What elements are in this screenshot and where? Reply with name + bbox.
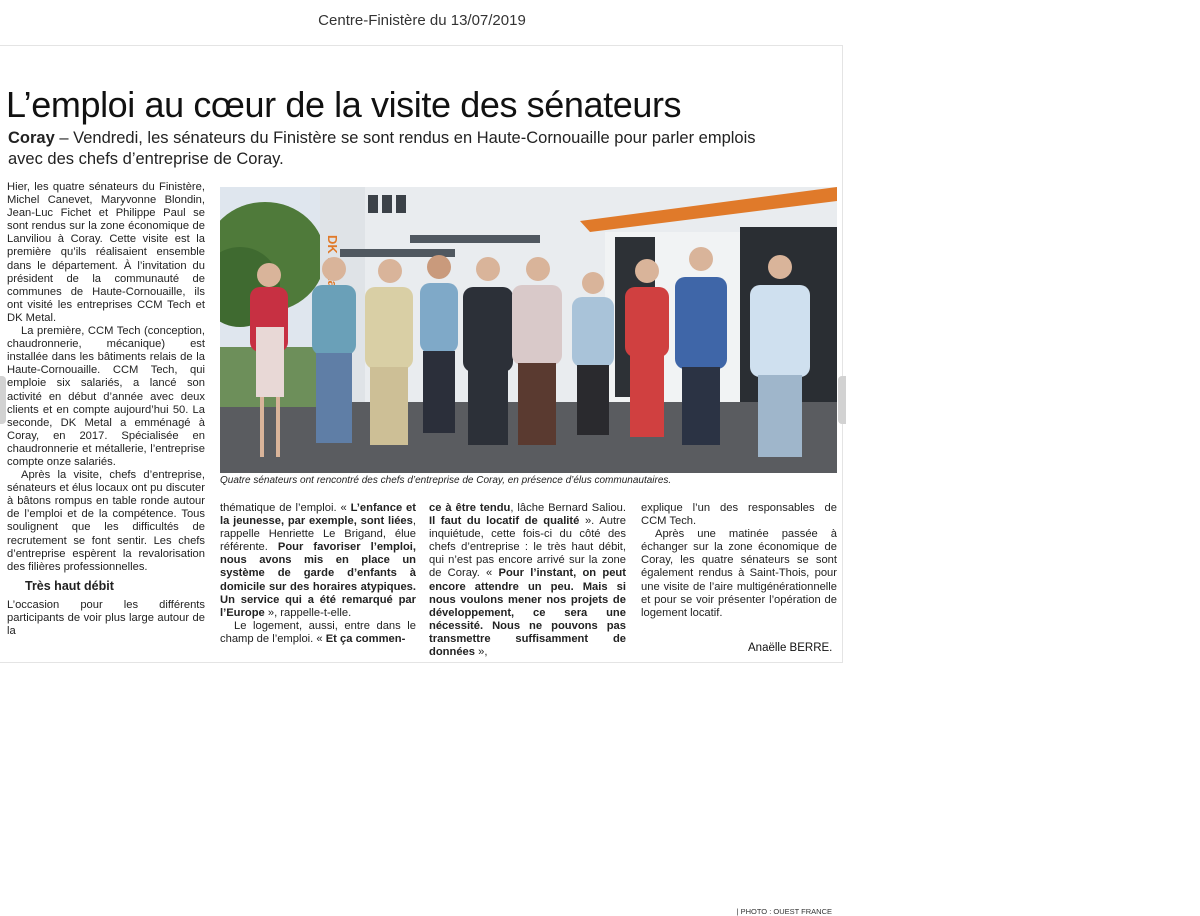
quote-run: Pour favoriser l’emploi, nous avons mis en place un système de garde d’enfants à domicile sur des horaires atypiques. Un service qui a été remarqué par l’Europe [220,541,417,619]
text-run: , lâche Bernard Saliou. [510,502,626,514]
paragraph-saint-thois: Après une matinée passée à échanger sur la zone économique de Coray, les quatre sénateurs se sont également rendus à Saint-Thois, pour une visite de l’aire multigénérationnelle et pour se voir présenter l’opération de logement locatif. [641,528,837,619]
source-line: Centre-Finistère du 13/07/2019 [318,12,526,29]
column-2 [220,502,416,646]
quote-run: L’enfance et la jeunesse, par exemple, sont liées [220,502,416,528]
column-4 [641,502,837,620]
text-run: », [475,646,488,659]
quote-run: Pour l’instant, on peut encore attendre un peu. Mais si nous voulons mener nos projets de développement, ce sera une nécessité. Nous ne pouvons pas transmettre suffisamment de données [429,567,626,659]
lede-place: Coray [8,129,55,147]
text-run: Le logement, aussi, entre dans le champ de l’emploi. « [220,619,416,645]
paragraph-occasion: L’occasion pour les différents participants de voir plus large autour de la [7,598,205,638]
article-headline: L’emploi au cœur de la visite des sénateurs [6,84,682,125]
photo-credit: | PHOTO : OUEST FRANCE [736,907,832,916]
quote-run: Et ça commen- [325,632,406,645]
column-1 [7,181,205,638]
quote-run: Il faut du locatif de qualité [429,515,580,528]
text-run: thématique de l’emploi. « [220,502,351,514]
paragraph-logement [220,620,416,646]
quote-run: ce à être tendu [429,502,511,514]
newspaper-clipping [0,46,842,916]
text-run: », rappelle-t-elle. [264,606,352,619]
article-lede [8,128,768,170]
photo-caption: Quatre sénateurs ont rencontré des chefs d’entreprise de Coray, en présence d’élus communautaires. [220,475,672,486]
article-photo [220,187,837,473]
lede-text: – Vendredi, les sénateurs du Finistère se sont rendus en Haute-Cornouaille pour parler emplois avec des chefs d’entreprise de Coray. [8,129,756,168]
paragraph-ccm-tech: La première, CCM Tech (conception, chaudronnerie, mécanique) est installée dans les bâtiments relais de la Haute-Cornouaille. CCM Tech, qui emploie six salariés, a lancé son activité en début d’année avec deux clients et en compte aujourd’hui 50. La seconde, DK Metal a emménagé à Coray, en 2017. Spécialisée en chaudronnerie et métallerie, l’entreprise compte onze salariés. [7,325,205,468]
column-3 [429,502,626,659]
previous-page-handle[interactable] [0,376,6,424]
group-photo-illustration [220,187,837,473]
next-page-handle[interactable] [838,376,846,424]
paragraph-tendu [429,502,626,659]
paragraph-table-ronde: Après la visite, chefs d’entreprise, sénateurs et élus locaux ont pu discuter à bâtons rompus en table ronde autour de l’emploi et de la compétence. Tous soulignent que les difficultés de recrutement se font sentir. Les chefs d’entreprise espèrent la revalorisation des filières professionnelles. [7,469,205,573]
text-run: ». Autre inquiétude, cette fois-ci du côté des chefs d’entreprise : le très haut débit, qui n’est pas encore arrivé sur la zone de Coray. « [429,515,626,580]
byline: Anaëlle BERRE. [748,642,833,654]
subhead-tres-haut-debit: Très haut débit [25,578,114,593]
paragraph-intro: Hier, les quatre sénateurs du Finistère, Michel Canevet, Maryvonne Blondin, Jean-Luc Fichet et Philippe Paul se sont rendus sur la zone économique de Lanviliou à Coray. Cette visite est la première qu’ils réalisaient ensemble dans le département. À l’invitation du président de la communauté de communes de Haute-Cornouaille, ils ont visité les entreprises CCM Tech et DK Metal. [7,181,205,324]
paragraph-enfance [220,502,416,620]
text-run: , rappelle Henriette Le Brigand, élue référente. [220,515,416,554]
paragraph-explique: explique l’un des responsables de CCM Tech. [641,502,837,528]
